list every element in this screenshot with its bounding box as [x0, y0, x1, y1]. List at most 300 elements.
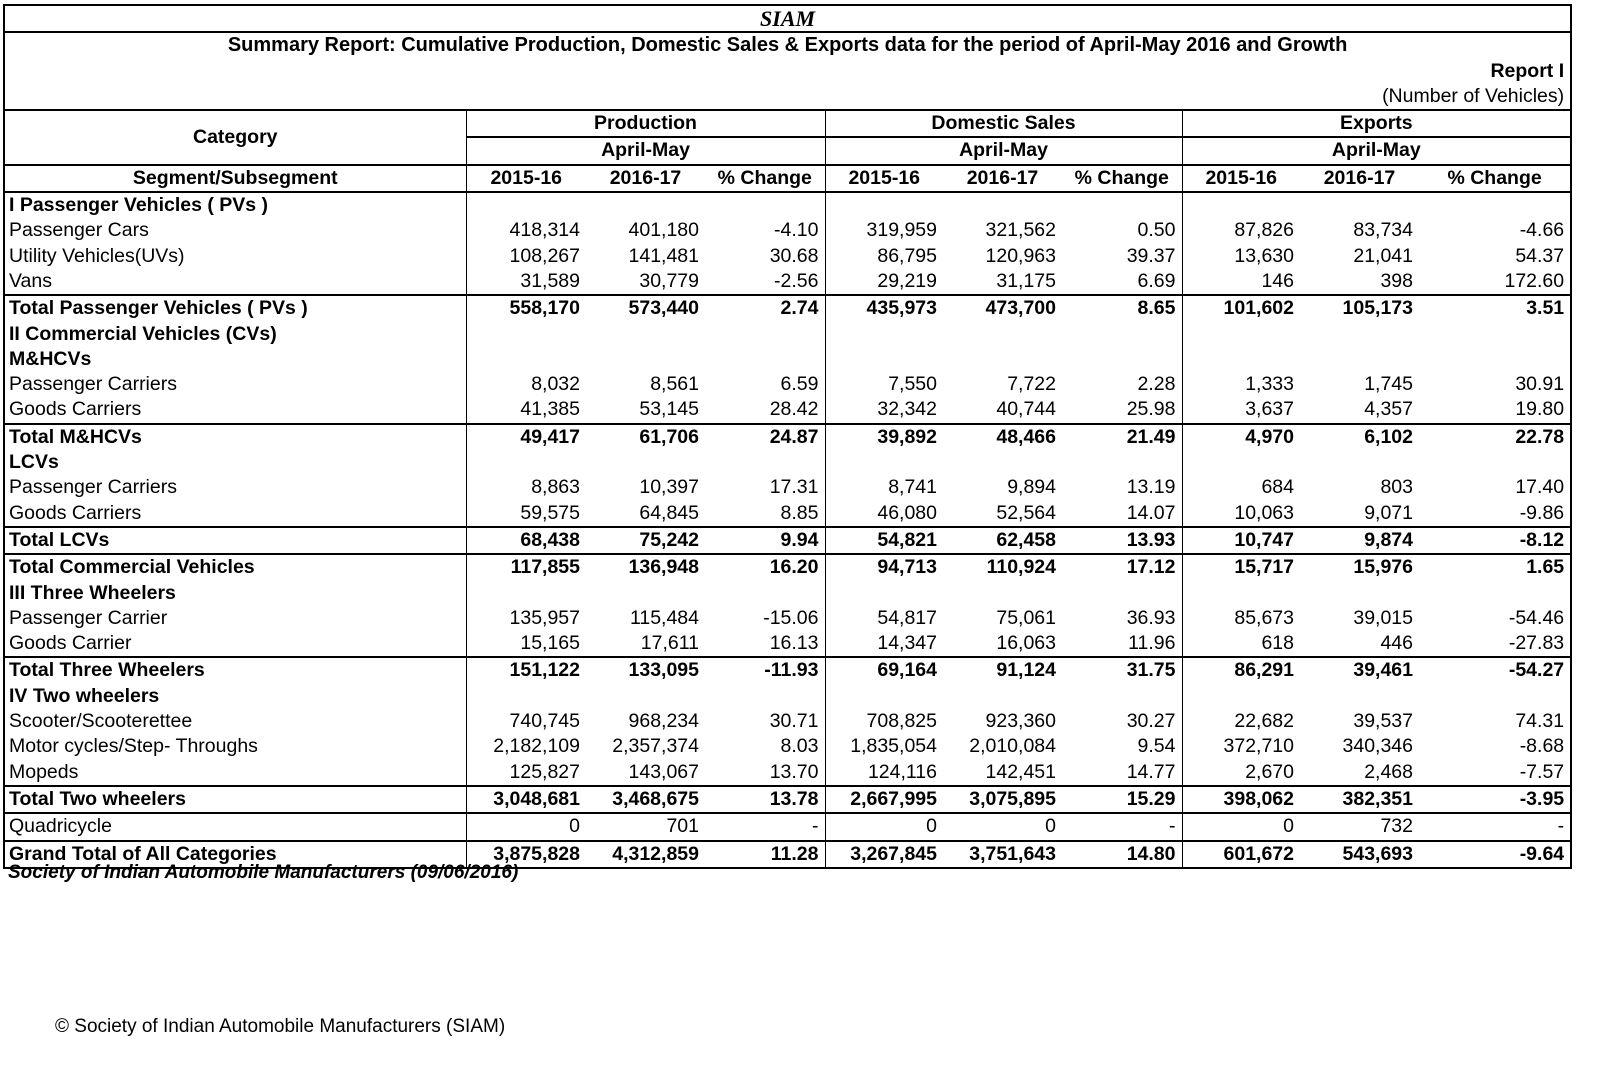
- section-row: [4, 450, 1571, 475]
- cell-value: 52,564: [996, 501, 1056, 524]
- subheader-domestic-sales-pct-change: % Change: [1062, 165, 1182, 192]
- cell-value: -: [1419, 813, 1571, 840]
- cell-value: [1300, 347, 1419, 372]
- cell-value: 14.77: [1126, 760, 1176, 783]
- report-title: Summary Report: Cumulative Production, Domestic Sales & Exports data for the period of April-May 2016 and Growth: [4, 32, 1571, 58]
- cell-value: 15.29: [1062, 786, 1182, 813]
- total-row: [4, 295, 1571, 321]
- cell-value: [1062, 581, 1182, 606]
- cell-value: 14.07: [1126, 501, 1176, 524]
- cell-value: 30.71: [769, 710, 819, 733]
- cell-value: -4.66: [1419, 218, 1571, 243]
- cell-value: [1300, 192, 1419, 218]
- cell-value: 3,468,675: [586, 786, 705, 813]
- cell-value: 30,779: [639, 269, 699, 292]
- section-row: [4, 322, 1571, 347]
- cell-value: 53,145: [639, 398, 699, 421]
- cell-value: 923,360: [985, 710, 1056, 733]
- cell-value: 16.13: [769, 632, 819, 655]
- row-label: Goods Carriers: [4, 501, 466, 527]
- cell-value: 10,747: [1182, 527, 1300, 554]
- cell-value: 110,924: [943, 554, 1062, 580]
- cell-value: [466, 581, 586, 606]
- cell-value: [1419, 581, 1571, 606]
- cell-value: -: [705, 813, 825, 840]
- table-row: [4, 218, 1571, 243]
- cell-value: 74.31: [1419, 709, 1571, 734]
- row-label: Scooter/Scooterettee: [4, 709, 466, 734]
- cell-value: 69,164: [825, 657, 943, 683]
- table-row: [4, 244, 1571, 269]
- cell-value: 39,892: [825, 424, 943, 450]
- copyright-note: © Society of Indian Automobile Manufacturers (SIAM): [55, 1016, 506, 1037]
- cell-value: 30.68: [769, 244, 819, 267]
- cell-value: 54.37: [1419, 244, 1571, 269]
- cell-value: 83,734: [1353, 219, 1413, 242]
- table-row: [4, 397, 1571, 423]
- cell-value: 59,575: [466, 501, 586, 527]
- cell-value: 14,347: [825, 631, 943, 657]
- summary-report-table: [3, 4, 1572, 869]
- cell-value: [825, 347, 943, 372]
- cell-value: 28.42: [769, 398, 819, 421]
- cell-value: 3,875,828: [466, 841, 586, 868]
- cell-value: 75,242: [586, 527, 705, 554]
- cell-value: [586, 450, 705, 475]
- cell-value: [466, 450, 586, 475]
- cell-value: 124,116: [825, 760, 943, 786]
- cell-value: 9.54: [1137, 735, 1176, 758]
- cell-value: 64,845: [639, 501, 699, 524]
- row-label: III Three Wheelers: [4, 581, 466, 606]
- cell-value: [705, 192, 825, 218]
- cell-value: 22,682: [1182, 709, 1300, 734]
- cell-value: 15,165: [466, 631, 586, 657]
- cell-value: [1419, 192, 1571, 218]
- units-row: [4, 84, 1571, 110]
- cell-value: 446: [1380, 632, 1413, 655]
- cell-value: -2.56: [774, 269, 819, 292]
- table-row: [4, 734, 1571, 759]
- cell-value: 94,713: [825, 554, 943, 580]
- cell-value: [1300, 684, 1419, 709]
- cell-value: 21,041: [1353, 244, 1413, 267]
- cell-value: [1419, 684, 1571, 709]
- cell-value: [586, 322, 705, 347]
- cell-value: 2.28: [1137, 373, 1176, 396]
- cell-value: 4,312,859: [586, 841, 705, 868]
- cell-value: [586, 192, 705, 218]
- cell-value: [1419, 322, 1571, 347]
- cell-value: [943, 684, 1062, 709]
- cell-value: [825, 322, 943, 347]
- cell-value: 684: [1182, 475, 1300, 500]
- cell-value: 40,744: [996, 398, 1056, 421]
- cell-value: -4.10: [774, 219, 819, 242]
- cell-value: [466, 347, 586, 372]
- cell-value: 3,637: [1182, 397, 1300, 423]
- cell-value: 398: [1380, 269, 1413, 292]
- cell-value: 16.20: [705, 554, 825, 580]
- cell-value: 708,825: [825, 709, 943, 734]
- subheader-production-2015-16: 2015-16: [466, 165, 586, 192]
- cell-value: 46,080: [825, 501, 943, 527]
- cell-value: -7.57: [1419, 760, 1571, 786]
- exports-period: April-May: [1182, 137, 1571, 164]
- cell-value: 398,062: [1182, 786, 1300, 813]
- cell-value: [1062, 192, 1182, 218]
- cell-value: 10,397: [639, 476, 699, 499]
- row-label: Total LCVs: [4, 527, 466, 554]
- cell-value: 15,717: [1182, 554, 1300, 580]
- cell-value: [825, 684, 943, 709]
- row-label: Total Commercial Vehicles: [4, 554, 466, 580]
- cell-value: 14.80: [1062, 841, 1182, 868]
- table-row: [4, 269, 1571, 295]
- cell-value: -11.93: [705, 657, 825, 683]
- cell-value: 135,957: [466, 606, 586, 631]
- cell-value: [943, 581, 1062, 606]
- cell-value: 19.80: [1419, 397, 1571, 423]
- cell-value: -3.95: [1419, 786, 1571, 813]
- group-header-row: [4, 110, 1571, 137]
- cell-value: 62,458: [943, 527, 1062, 554]
- cell-value: 17.12: [1062, 554, 1182, 580]
- total-row: [4, 527, 1571, 554]
- subheader-production-pct-change: % Change: [705, 165, 825, 192]
- cell-value: 17.31: [769, 476, 819, 499]
- cell-value: 13,630: [1182, 244, 1300, 269]
- cell-value: 8,741: [825, 475, 943, 500]
- cell-value: 0.50: [1137, 219, 1176, 242]
- cell-value: [1182, 450, 1300, 475]
- cell-value: [466, 322, 586, 347]
- cell-value: 9,894: [1007, 476, 1056, 499]
- cell-value: [1182, 192, 1300, 218]
- row-label: IV Two wheelers: [4, 684, 466, 709]
- row-label: M&HCVs: [4, 347, 466, 372]
- total-row: [4, 813, 1571, 840]
- cell-value: 31,175: [996, 269, 1056, 292]
- cell-value: [943, 347, 1062, 372]
- cell-value: 740,745: [466, 709, 586, 734]
- cell-value: [705, 581, 825, 606]
- row-label: Passenger Carrier: [4, 606, 466, 631]
- cell-value: 701: [586, 813, 705, 840]
- table-row: [4, 501, 1571, 527]
- cell-value: 1,835,054: [825, 734, 943, 759]
- cell-value: 401,180: [628, 219, 699, 242]
- cell-value: 3.51: [1419, 295, 1571, 321]
- cell-value: 7,722: [1007, 373, 1056, 396]
- cell-value: 10,063: [1182, 501, 1300, 527]
- row-label: Goods Carriers: [4, 397, 466, 423]
- cell-value: 86,795: [825, 244, 943, 269]
- cell-value: -54.46: [1419, 606, 1571, 631]
- domestic-sales-period: April-May: [825, 137, 1182, 164]
- cell-value: -54.27: [1419, 657, 1571, 683]
- section-row: [4, 684, 1571, 709]
- org-name: SIAM: [4, 5, 1571, 32]
- segment-header: Segment/Subsegment: [4, 165, 466, 192]
- cell-value: 13.93: [1062, 527, 1182, 554]
- cell-value: 31,589: [466, 269, 586, 295]
- cell-value: 0: [1182, 813, 1300, 840]
- cell-value: 120,963: [985, 244, 1056, 267]
- cell-value: [1419, 347, 1571, 372]
- cell-value: 85,673: [1182, 606, 1300, 631]
- production-period: April-May: [466, 137, 825, 164]
- cell-value: [1062, 322, 1182, 347]
- cell-value: 1,333: [1182, 372, 1300, 397]
- cell-value: 151,122: [466, 657, 586, 683]
- cell-value: 22.78: [1419, 424, 1571, 450]
- cell-value: [1182, 347, 1300, 372]
- cell-value: 319,959: [825, 218, 943, 243]
- cell-value: 115,484: [629, 606, 699, 629]
- cell-value: [586, 347, 705, 372]
- cell-value: 30.91: [1419, 372, 1571, 397]
- subheader-exports-2015-16: 2015-16: [1182, 165, 1300, 192]
- cell-value: 13.70: [769, 760, 819, 783]
- subheader-exports-pct-change: % Change: [1419, 165, 1571, 192]
- cell-value: 8.65: [1062, 295, 1182, 321]
- cell-value: 39,461: [1300, 657, 1419, 683]
- cell-value: 0: [825, 813, 943, 840]
- cell-value: 101,602: [1182, 295, 1300, 321]
- cell-value: 6,102: [1300, 424, 1419, 450]
- cell-value: 25.98: [1126, 398, 1176, 421]
- cell-value: 4,970: [1182, 424, 1300, 450]
- cell-value: 136,948: [586, 554, 705, 580]
- cell-value: 24.87: [705, 424, 825, 450]
- total-row: [4, 657, 1571, 683]
- row-label: Mopeds: [4, 760, 466, 786]
- cell-value: 382,351: [1300, 786, 1419, 813]
- cell-value: 39,537: [1353, 710, 1413, 733]
- cell-value: 11.28: [705, 841, 825, 868]
- cell-value: [943, 450, 1062, 475]
- row-label: I Passenger Vehicles ( PVs ): [4, 192, 466, 218]
- cell-value: -: [1062, 813, 1182, 840]
- cell-value: 732: [1300, 813, 1419, 840]
- cell-value: 61,706: [586, 424, 705, 450]
- row-label: Utility Vehicles(UVs): [4, 244, 466, 269]
- cell-value: [466, 684, 586, 709]
- cell-value: 1.65: [1419, 554, 1571, 580]
- cell-value: 39.37: [1126, 244, 1176, 267]
- cell-value: 2,667,995: [825, 786, 943, 813]
- source-note: Society of Indian Automobile Manufacturers (09/06/2016): [8, 862, 519, 883]
- cell-value: [586, 581, 705, 606]
- cell-value: 543,693: [1300, 841, 1419, 868]
- cell-value: 86,291: [1182, 657, 1300, 683]
- table-row: [4, 631, 1571, 657]
- row-label: Passenger Cars: [4, 218, 466, 243]
- category-header: Category: [4, 110, 466, 165]
- cell-value: 9.94: [705, 527, 825, 554]
- cell-value: [1300, 322, 1419, 347]
- cell-value: 13.19: [1126, 476, 1176, 499]
- cell-value: 558,170: [466, 295, 586, 321]
- cell-value: [943, 192, 1062, 218]
- cell-value: [825, 192, 943, 218]
- cell-value: 141,481: [628, 244, 699, 267]
- cell-value: 91,124: [943, 657, 1062, 683]
- row-label: LCVs: [4, 450, 466, 475]
- cell-value: 32,342: [825, 397, 943, 423]
- cell-value: [705, 684, 825, 709]
- row-label: Passenger Carriers: [4, 475, 466, 500]
- cell-value: 6.69: [1137, 269, 1176, 292]
- cell-value: 133,095: [586, 657, 705, 683]
- cell-value: 17,611: [640, 632, 699, 655]
- domestic-sales-header: Domestic Sales: [825, 110, 1182, 137]
- subheader-exports-2016-17: 2016-17: [1300, 165, 1419, 192]
- cell-value: 7,550: [825, 372, 943, 397]
- cell-value: 21.49: [1062, 424, 1182, 450]
- cell-value: 49,417: [466, 424, 586, 450]
- row-label: Vans: [4, 269, 466, 295]
- exports-header: Exports: [1182, 110, 1571, 137]
- cell-value: 573,440: [586, 295, 705, 321]
- total-row: [4, 554, 1571, 580]
- cell-value: 473,700: [943, 295, 1062, 321]
- cell-value: [466, 192, 586, 218]
- production-header: Production: [466, 110, 825, 137]
- cell-value: [1182, 684, 1300, 709]
- cell-value: 0: [943, 813, 1062, 840]
- cell-value: [1062, 684, 1182, 709]
- cell-value: -9.64: [1419, 841, 1571, 868]
- units-label: (Number of Vehicles): [4, 84, 1571, 110]
- cell-value: 9,071: [1364, 501, 1413, 524]
- cell-value: 31.75: [1062, 657, 1182, 683]
- cell-value: [586, 684, 705, 709]
- cell-value: 68,438: [466, 527, 586, 554]
- cell-value: 172.60: [1419, 269, 1571, 295]
- cell-value: 8,863: [466, 475, 586, 500]
- cell-value: 41,385: [466, 397, 586, 423]
- cell-value: 435,973: [825, 295, 943, 321]
- section-row: [4, 347, 1571, 372]
- cell-value: 372,710: [1182, 734, 1300, 759]
- cell-value: 13.78: [705, 786, 825, 813]
- row-label: Passenger Carriers: [4, 372, 466, 397]
- subheader-production-2016-17: 2016-17: [586, 165, 705, 192]
- cell-value: [1300, 581, 1419, 606]
- cell-value: -9.86: [1419, 501, 1571, 527]
- cell-value: [943, 322, 1062, 347]
- cell-value: 3,751,643: [943, 841, 1062, 868]
- cell-value: 17.40: [1419, 475, 1571, 500]
- cell-value: -27.83: [1419, 631, 1571, 657]
- cell-value: [705, 322, 825, 347]
- cell-value: 125,827: [466, 760, 586, 786]
- cell-value: 321,562: [985, 219, 1056, 242]
- cell-value: 15,976: [1300, 554, 1419, 580]
- cell-value: [1419, 450, 1571, 475]
- cell-value: 48,466: [943, 424, 1062, 450]
- cell-value: 618: [1182, 631, 1300, 657]
- section-row: [4, 192, 1571, 218]
- cell-value: 105,173: [1300, 295, 1419, 321]
- row-label: Total Three Wheelers: [4, 657, 466, 683]
- cell-value: 2,182,109: [466, 734, 586, 759]
- cell-value: 1,745: [1364, 373, 1413, 396]
- table-row: [4, 475, 1571, 500]
- subheader-domestic-sales-2015-16: 2015-16: [825, 165, 943, 192]
- cell-value: [1062, 450, 1182, 475]
- cell-value: 2,010,084: [969, 735, 1056, 758]
- cell-value: 968,234: [628, 710, 699, 733]
- report-id: Report I: [4, 59, 1571, 84]
- cell-value: 54,821: [825, 527, 943, 554]
- cell-value: 3,075,895: [943, 786, 1062, 813]
- table-row: [4, 372, 1571, 397]
- cell-value: 30.27: [1126, 710, 1176, 733]
- cell-value: -8.68: [1419, 734, 1571, 759]
- cell-value: 4,357: [1364, 398, 1413, 421]
- cell-value: [825, 450, 943, 475]
- row-label: Grand Total of All Categories: [4, 841, 466, 868]
- row-label: Total Two wheelers: [4, 786, 466, 813]
- cell-value: 9,874: [1300, 527, 1419, 554]
- table-row: [4, 606, 1571, 631]
- title-row: [4, 32, 1571, 58]
- cell-value: 2,357,374: [612, 735, 699, 758]
- subheader-domestic-sales-2016-17: 2016-17: [943, 165, 1062, 192]
- cell-value: 11.96: [1128, 632, 1176, 655]
- cell-value: 146: [1182, 269, 1300, 295]
- cell-value: 142,451: [985, 760, 1056, 783]
- cell-value: 75,061: [996, 606, 1056, 629]
- cell-value: 8.03: [780, 735, 819, 758]
- cell-value: 2,670: [1182, 760, 1300, 786]
- cell-value: 6.59: [780, 373, 819, 396]
- row-label: Motor cycles/Step- Throughs: [4, 734, 466, 759]
- row-label: Total Passenger Vehicles ( PVs ): [4, 295, 466, 321]
- cell-value: 87,826: [1182, 218, 1300, 243]
- cell-value: 108,267: [466, 244, 586, 269]
- cell-value: 54,817: [825, 606, 943, 631]
- row-label: Goods Carrier: [4, 631, 466, 657]
- cell-value: 8,032: [466, 372, 586, 397]
- cell-value: [705, 347, 825, 372]
- cell-value: 3,267,845: [825, 841, 943, 868]
- section-row: [4, 581, 1571, 606]
- cell-value: 143,067: [628, 760, 699, 783]
- cell-value: 2.74: [705, 295, 825, 321]
- cell-value: [1182, 322, 1300, 347]
- report-id-row: [4, 59, 1571, 84]
- cell-value: 601,672: [1182, 841, 1300, 868]
- cell-value: 8.85: [780, 501, 819, 524]
- cell-value: 3,048,681: [466, 786, 586, 813]
- row-label: Total M&HCVs: [4, 424, 466, 450]
- cell-value: 0: [466, 813, 586, 840]
- cell-value: [1300, 450, 1419, 475]
- cell-value: 8,561: [650, 373, 699, 396]
- cell-value: [1062, 347, 1182, 372]
- cell-value: 16,063: [996, 632, 1056, 655]
- org-header-row: [4, 5, 1571, 32]
- sub-header-row: [4, 165, 1571, 192]
- cell-value: [705, 450, 825, 475]
- table-row: [4, 709, 1571, 734]
- cell-value: 39,015: [1353, 606, 1413, 629]
- total-row: [4, 424, 1571, 450]
